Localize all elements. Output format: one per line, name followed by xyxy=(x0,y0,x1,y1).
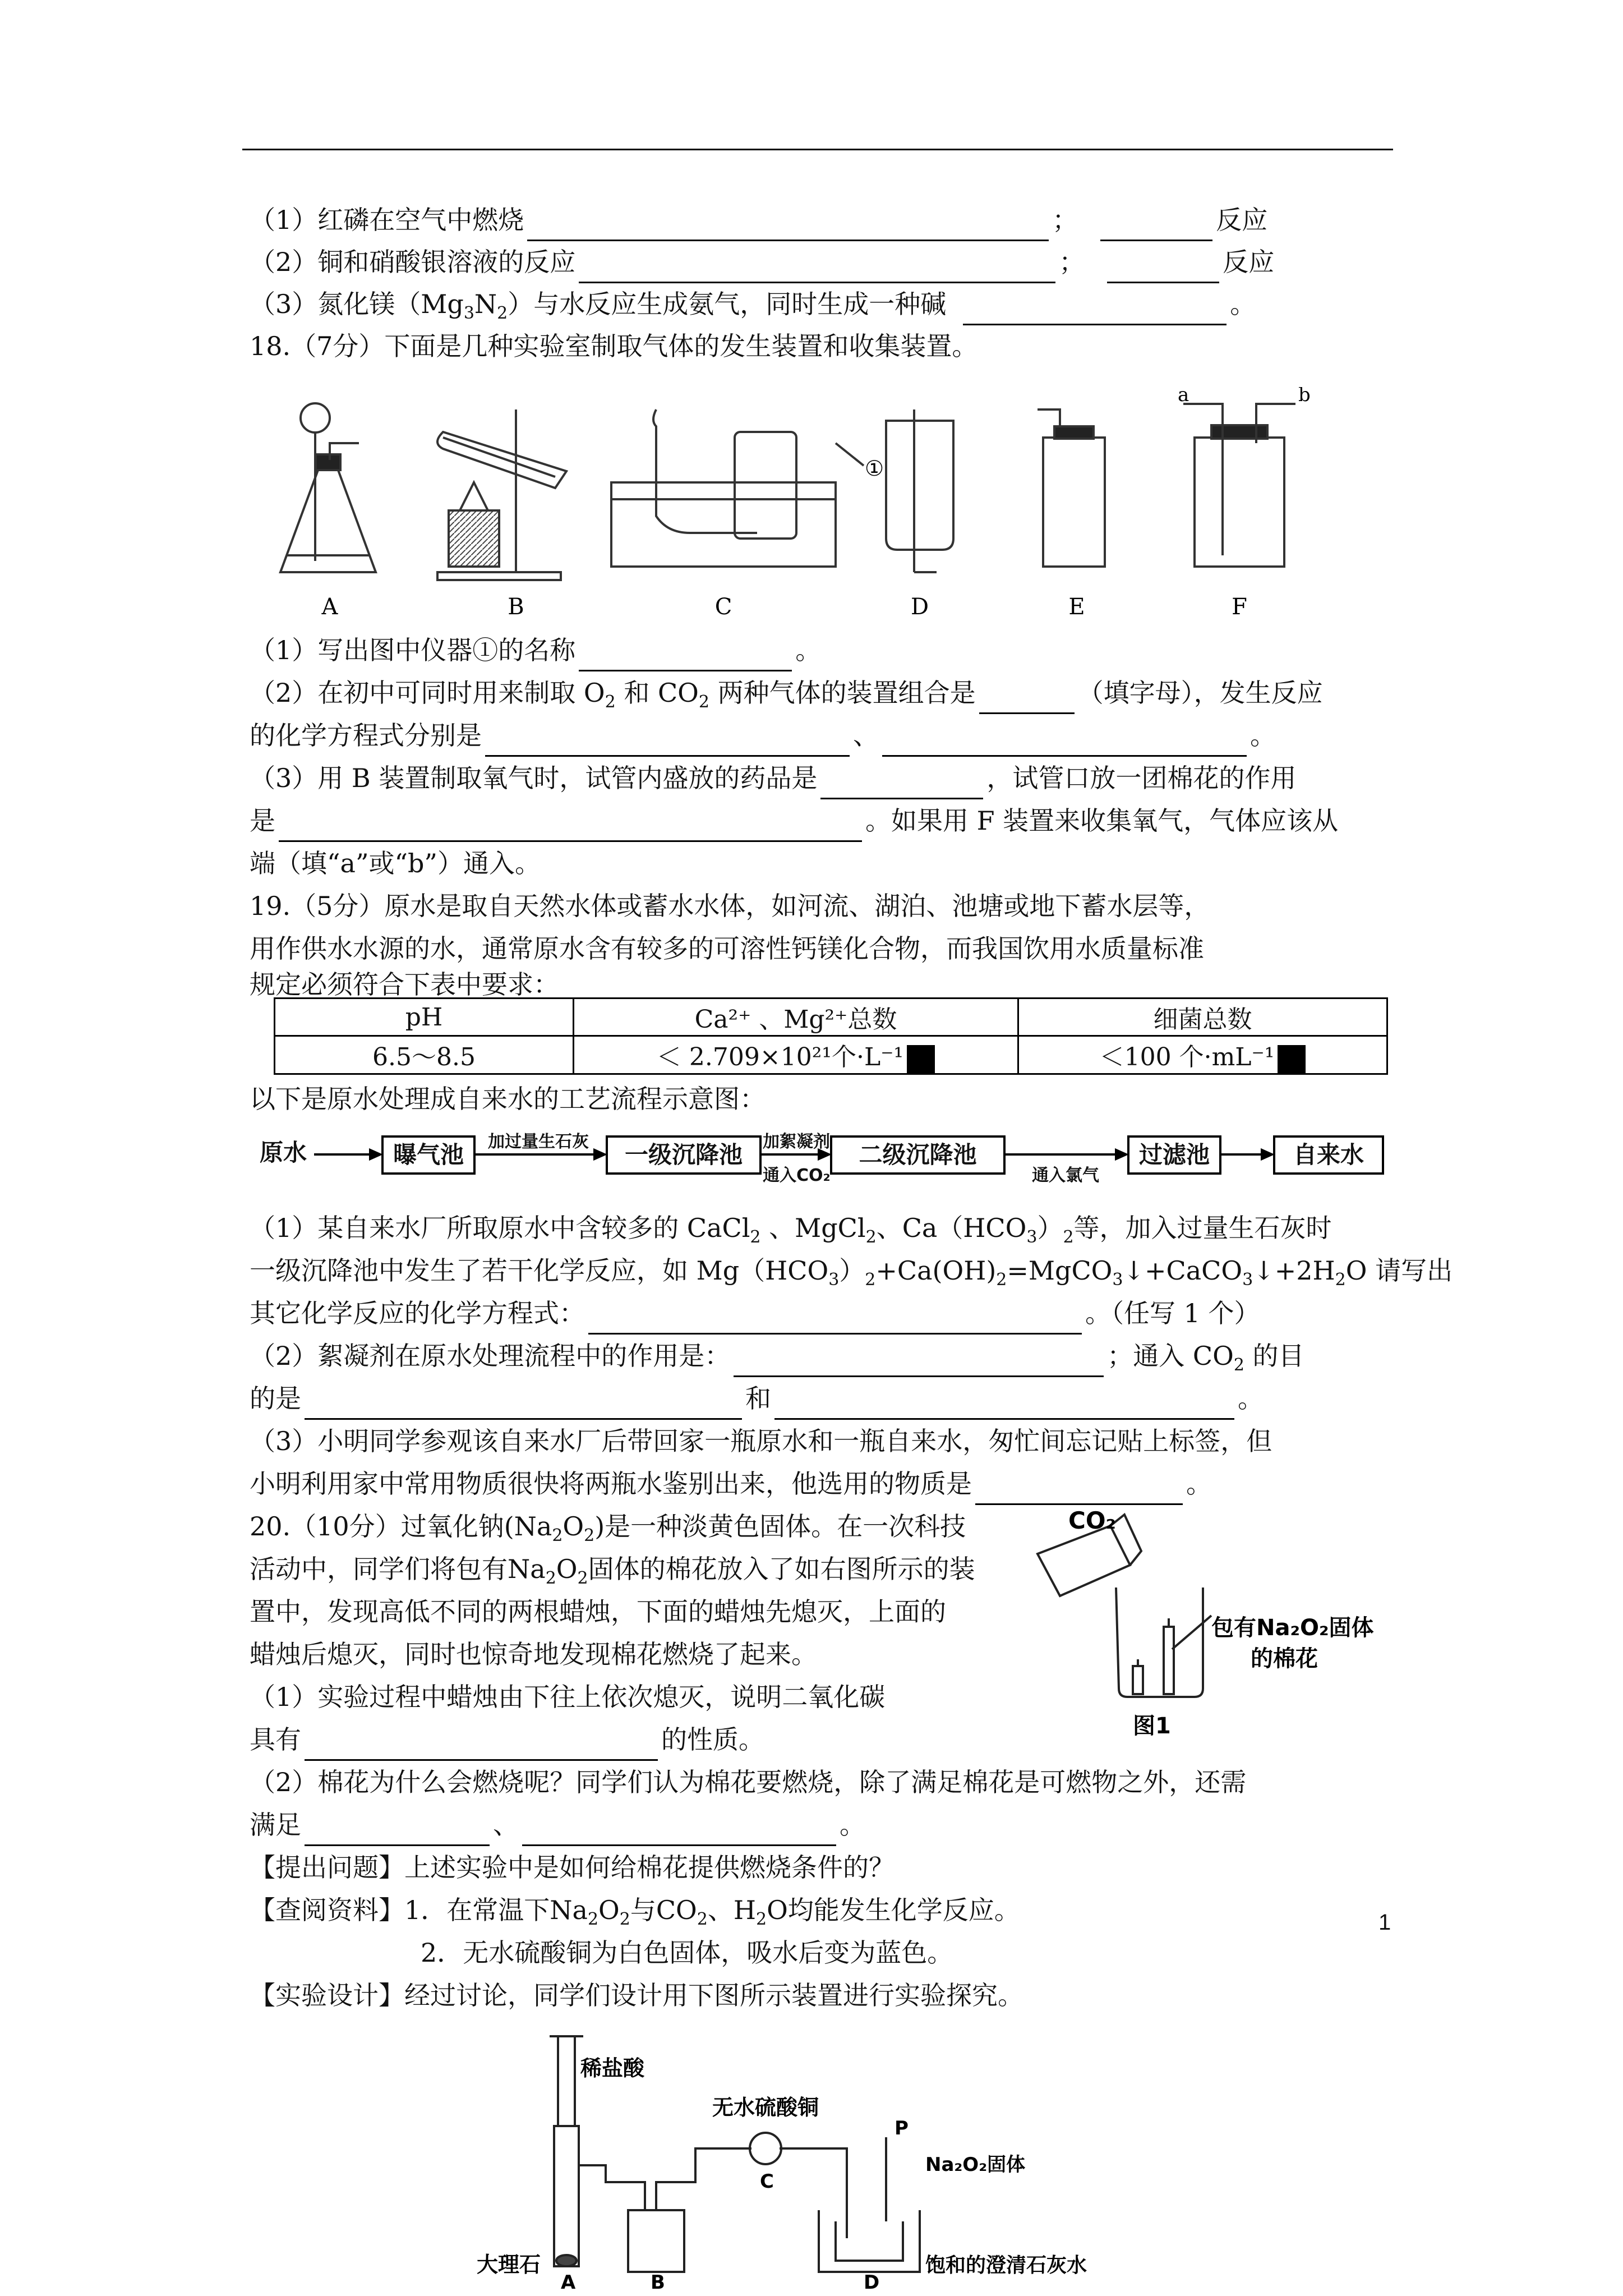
process-flow-diagram xyxy=(258,1128,1402,1189)
experiment-apparatus-figure xyxy=(460,2025,1245,2289)
answer-blank[interactable] xyxy=(305,1727,658,1761)
flow-label-co2: 通入CO₂ xyxy=(763,1166,831,1185)
answer-blank[interactable] xyxy=(975,1471,1183,1505)
instrument-1-marker: ① xyxy=(865,456,884,481)
figure-1-caption: 图1 xyxy=(1133,1713,1171,1739)
q19-1-answer: 其它化学反应的化学方程式： 。（任写 1 个） xyxy=(250,1292,1399,1335)
fig-label-A: A xyxy=(321,594,338,620)
answer-blank[interactable] xyxy=(820,765,983,799)
port-a-label: a xyxy=(1178,387,1189,406)
q20-2: （2）棉花为什么会燃烧呢？同学们认为棉花要燃烧，除了满足棉花是可燃物之外，还需 xyxy=(250,1767,1247,1797)
answer-blank[interactable] xyxy=(882,723,1247,757)
fig-bottom-label-C: C xyxy=(760,2170,774,2193)
q19-3: （3）小明同学参观该自来水厂后带回家一瓶原水和一瓶自来水，匆忙间忘记贴上标签，但 xyxy=(250,1426,1272,1456)
fig-label-B: B xyxy=(508,594,524,620)
q20-1: （1）实验过程中蜡烛由下往上依次熄灭，说明二氧化碳 xyxy=(250,1682,886,1712)
flow-label-chlorine: 通入氯气 xyxy=(1032,1166,1099,1185)
q20-1-cont: 具有 的性质。 xyxy=(250,1719,1046,1761)
experiment-design: 【实验设计】经过讨论，同学们设计用下图所示装置进行实验探究。 xyxy=(250,1980,1023,2010)
flow-node-primary-settling: 一级沉降池 xyxy=(606,1135,762,1175)
answer-blank[interactable] xyxy=(963,291,1227,325)
q18-1: （1）写出图中仪器①的名称 。 xyxy=(250,629,1399,671)
flow-node-tap-water: 自来水 xyxy=(1273,1135,1384,1175)
figure-1-co2-candles xyxy=(1026,1503,1391,1739)
answer-blank[interactable] xyxy=(522,1812,836,1846)
limewater-label: 饱和的澄清石灰水 xyxy=(925,2254,1087,2277)
fig-label-E: E xyxy=(1068,594,1085,620)
answer-blank[interactable] xyxy=(979,680,1075,714)
q18-2-equations: 的化学方程式分别是 、 。 xyxy=(250,715,1399,757)
answer-blank[interactable] xyxy=(485,723,850,757)
q20-2-cont: 满足 、 。 xyxy=(250,1804,1399,1846)
anhydrous-cuso4-label: 无水硫酸铜 xyxy=(712,2095,819,2120)
port-b-label: b xyxy=(1298,387,1311,406)
q19-intro-3: 规定必须符合下表中要求： xyxy=(250,969,559,1000)
q18-3: （3）用 B 装置制取氧气时，试管内盛放的药品是 ，试管口放一团棉花的作用 xyxy=(250,757,1399,799)
q20-intro-2: 活动中，同学们将包有$Na_2O_2$固体的棉花放入了如右图所示的装 xyxy=(250,1554,975,1588)
answer-blank[interactable] xyxy=(305,1812,490,1846)
water-standard-table xyxy=(274,997,1388,1075)
answer-blank[interactable] xyxy=(579,637,792,671)
table-cell-bacteria: ＜100 个·mL⁻¹ xyxy=(1018,1036,1387,1074)
flow-node-aeration: 曝气池 xyxy=(381,1135,476,1175)
q18-apparatus-figure xyxy=(264,387,1385,623)
answer-blank[interactable] xyxy=(579,249,1055,283)
flow-intro: 以下是原水处理成自来水的工艺流程示意图： xyxy=(250,1084,766,1114)
flow-label-quicklime: 加过量生石灰 xyxy=(488,1132,589,1152)
q17-item-2: （2）铜和硝酸银溶液的反应 ； 反应 xyxy=(250,241,1399,283)
marble-label: 大理石 xyxy=(477,2252,541,2277)
fig-bottom-label-A: A xyxy=(561,2271,576,2289)
raise-question: 【提出问题】上述实验中是如何给棉花提供燃烧条件的？ xyxy=(250,1852,895,1883)
dilute-hcl-label: 稀盐酸 xyxy=(580,2056,645,2081)
table-cell-ca-mg: ＜ 2.709×10²¹个·L⁻¹ xyxy=(574,1036,1018,1074)
q19-3-cont: 小明利用家中常用物质很快将两瓶水鉴别出来，他选用的物质是 。 xyxy=(250,1463,1399,1505)
co2-label: CO₂ xyxy=(1068,1507,1116,1534)
q18-3-cont: 是 。如果用 F 装置来收集氧气，气体应该从 xyxy=(250,800,1399,842)
reference-2: 2．无水硫酸铜为白色固体，吸水后变为蓝色。 xyxy=(421,1938,953,1968)
answer-blank[interactable] xyxy=(527,207,1049,241)
answer-blank[interactable] xyxy=(305,1386,742,1420)
q17-item-1: （1）红磷在空气中燃烧 ； 反应 xyxy=(250,199,1399,241)
answer-blank[interactable] xyxy=(1100,207,1212,241)
answer-blank[interactable] xyxy=(734,1343,1104,1377)
header-rule xyxy=(242,149,1393,150)
flow-node-filter: 过滤池 xyxy=(1127,1135,1221,1175)
q18-3-port: 端（填“a”或“b”）通入。 xyxy=(250,848,541,878)
fig-label-F: F xyxy=(1232,594,1247,620)
answer-blank[interactable] xyxy=(1107,249,1219,283)
q17-item-3: （3）氮化镁$(Mg_3N_2)$与水反应生成氨气，同时生成一种碱 。 xyxy=(250,283,1399,325)
cotton-label-1: 包有Na₂O₂固体 xyxy=(1211,1615,1374,1641)
q19-1-cont: 一级沉降池中发生了若干化学反应，如 $Mg(HCO_3)_2+Ca(OH)_2=MgCO_3↓+CaCO_3↓+2H_2O$ 请写出 xyxy=(250,1255,1453,1290)
q19-2: （2）絮凝剂在原水处理流程中的作用是： ；通入 $CO_2$ 的目 xyxy=(250,1335,1399,1377)
table-header-bacteria: 细菌总数 xyxy=(1018,999,1387,1036)
fig-label-D: D xyxy=(910,594,929,620)
cotton-label-2: 的棉花 xyxy=(1251,1646,1318,1672)
flow-node-raw-water: 原水 xyxy=(259,1139,307,1166)
answer-blank[interactable] xyxy=(588,1300,1082,1335)
na2o2-solid-label: Na₂O₂固体 xyxy=(925,2154,1026,2176)
table-header-ca-mg: Ca²⁺ 、Mg²⁺总数 xyxy=(574,999,1018,1036)
flow-node-secondary-settling: 二级沉降池 xyxy=(830,1135,1006,1175)
fig-label-C: C xyxy=(714,594,732,620)
reference-1: 【查阅资料】1．在常温下$Na_2O_2$与$CO_2$、$H_2O$均能发生化学反应。 xyxy=(250,1895,1020,1929)
q19-1: （1）某自来水厂所取原水中含较多的 CaCl$_2$ 、MgCl$_2$、$Ca(HCO_3)_2$等，加入过量生石灰时 xyxy=(250,1213,1332,1247)
q19-intro-2: 用作供水水源的水，通常原水含有较多的可溶性钙镁化合物，而我国饮用水质量标准 xyxy=(250,933,1204,964)
q20-intro-1: 20.（10分）过氧化钠$(Na_2O_2)$是一种淡黄色固体。在一次科技 xyxy=(250,1511,966,1545)
q19-intro-1: 19.（5分）原水是取自天然水体或蓄水水体，如河流、湖泊、池塘或地下蓄水层等， xyxy=(250,891,1210,921)
q18-title: 18.（7分）下面是几种实验室制取气体的发生装置和收集装置。 xyxy=(250,331,978,361)
flow-label-flocculant: 加絮凝剂 xyxy=(763,1132,830,1152)
q18-2: （2）在初中可同时用来制取 $O_2$ 和 $CO_2$ 两种气体的装置组合是 （填字母），发生反应 xyxy=(250,672,1399,714)
q20-intro-3: 置中，发现高低不同的两根蜡烛，下面的蜡烛先熄灭，上面的 xyxy=(250,1596,946,1627)
page-number: 1 xyxy=(1378,1910,1391,1935)
answer-blank[interactable] xyxy=(774,1386,1234,1420)
fig-bottom-label-D: D xyxy=(864,2271,880,2289)
answer-blank[interactable] xyxy=(279,808,862,842)
table-header-ph: pH xyxy=(275,999,574,1036)
q19-2-cont: 的是 和 。 xyxy=(250,1378,1399,1420)
fig-bottom-label-B: B xyxy=(651,2271,665,2289)
table-cell-ph: 6.5～8.5 xyxy=(275,1036,574,1074)
q20-intro-4: 蜡烛后熄灭，同时也惊奇地发现棉花燃烧了起来。 xyxy=(250,1639,817,1669)
tube-p-label: P xyxy=(895,2117,909,2139)
